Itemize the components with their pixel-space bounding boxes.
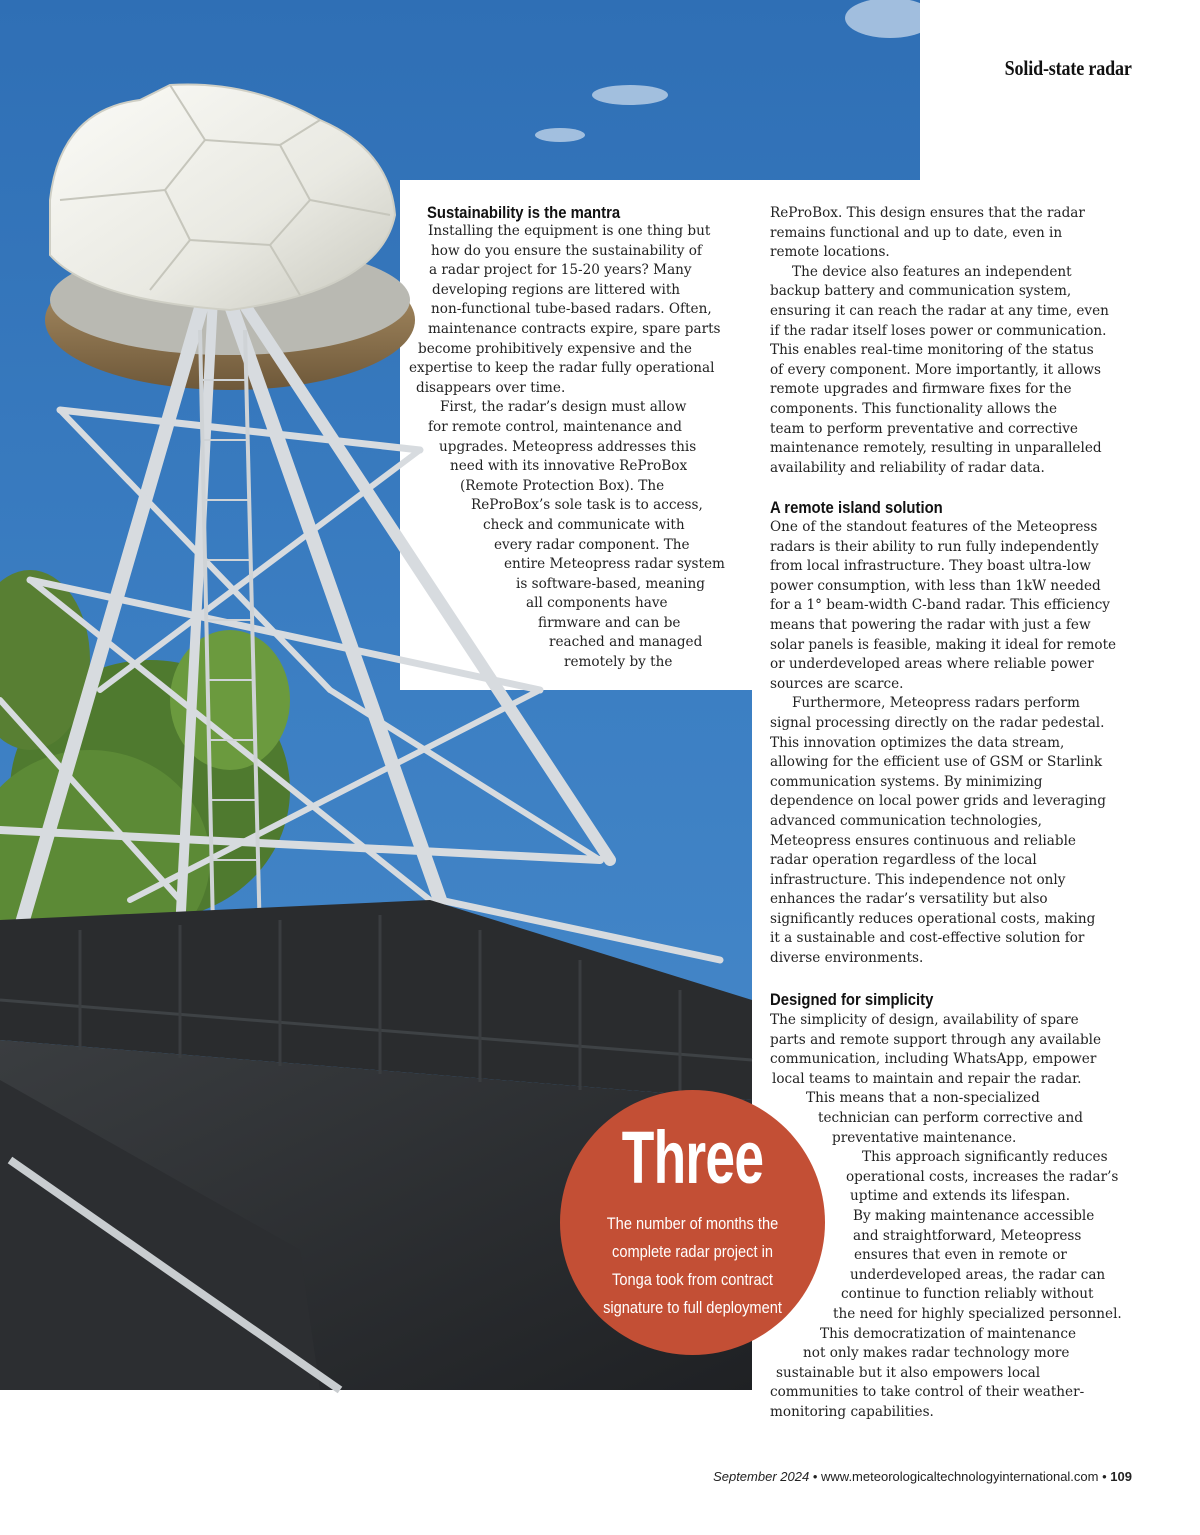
text-line: reached and managed: [549, 634, 703, 651]
text-line: remote upgrades and firmware fixes for the: [770, 381, 1072, 398]
text-line: (Remote Protection Box). The: [460, 477, 665, 494]
heading-simplicity: Designed for simplicity: [770, 991, 934, 1009]
footer-separator: •: [812, 1469, 818, 1484]
caption-line: The number of months the: [606, 1214, 779, 1233]
text-line: continue to function reliably without: [841, 1286, 1094, 1303]
text-line: communication systems. By minimizing: [770, 773, 1043, 790]
text-line: and straightforward, Meteopress: [853, 1227, 1082, 1244]
text-line: check and communicate with: [483, 516, 685, 533]
text-line: a radar project for 15-20 years? Many: [429, 262, 692, 279]
text-line: This approach significantly reduces: [862, 1149, 1108, 1166]
text-line: every radar component. The: [494, 536, 690, 553]
text-line: enhances the radar’s versatility but also: [770, 891, 1048, 908]
text-line: sources are scarce.: [770, 675, 904, 692]
text-line: become prohibitively expensive and the: [418, 340, 692, 357]
text-line: for remote control, maintenance and: [428, 418, 682, 435]
text-line: or underdeveloped areas where reliable power: [770, 656, 1094, 673]
text-line: if the radar itself loses power or communication.: [770, 322, 1107, 339]
text-line: entire Meteopress radar system: [504, 556, 725, 573]
text-line: The device also features an independent: [792, 263, 1072, 280]
text-line: The simplicity of design, availability of spare: [770, 1012, 1079, 1028]
text-line: infrastructure. This independence not only: [770, 871, 1066, 888]
section1-body: [0, 222, 725, 673]
text-line: firmware and can be: [538, 614, 681, 631]
text-line: significantly reduces operational costs, making: [770, 910, 1096, 927]
text-line: This innovation optimizes the data stream,: [770, 734, 1065, 751]
text-line: communities to take control of their weather-: [770, 1384, 1085, 1401]
text-line: remotely by the: [564, 654, 673, 671]
text-line: it a sustainable and cost-effective solution for: [770, 930, 1085, 947]
text-line: Meteopress ensures continuous and reliable: [770, 832, 1076, 849]
text-line: components. This functionality allows the: [770, 400, 1058, 417]
text-line: is software-based, meaning: [516, 575, 705, 592]
caption-line: complete radar project in: [612, 1242, 773, 1261]
text-line: dependence on local power grids and leveraging: [770, 793, 1106, 810]
text-line: ReProBox. This design ensures that the radar: [770, 205, 1085, 221]
text-line: solar panels is feasible, making it ideal for remote: [770, 636, 1117, 653]
text-line: of every component. More importantly, it allows: [770, 361, 1102, 378]
text-line: upgrades. Meteopress addresses this: [439, 438, 697, 455]
text-line: radar operation regardless of the local: [770, 852, 1037, 869]
text-line: ensures that even in remote or: [854, 1247, 1067, 1264]
text-line: diverse environments.: [770, 950, 924, 967]
text-line: not only makes radar technology more: [803, 1345, 1070, 1362]
text-line: maintenance remotely, resulting in unparalleled: [770, 440, 1102, 457]
text-line: technician can perform corrective and: [818, 1109, 1083, 1126]
text-line: how do you ensure the sustainability of: [431, 242, 702, 259]
text-line: This enables real-time monitoring of the status: [770, 342, 1094, 359]
caption-line: signature to full deployment: [603, 1298, 782, 1317]
text-line: disappears over time.: [416, 379, 566, 396]
text-line: local teams to maintain and repair the radar.: [772, 1070, 1082, 1087]
text-line: Furthermore, Meteopress radars perform: [792, 695, 1080, 712]
text-line: team to perform preventative and corrective: [770, 420, 1078, 437]
text-line: uptime and extends its lifespan.: [850, 1188, 1071, 1205]
section-tag: Solid-state radar: [1005, 56, 1132, 80]
text-line: expertise to keep the radar fully operational: [409, 360, 715, 377]
pull-quote-circle: [560, 1090, 825, 1355]
text-line: underdeveloped areas, the radar can: [850, 1266, 1106, 1283]
text-line: communication, including WhatsApp, empower: [770, 1051, 1097, 1068]
text-line: remote locations.: [770, 244, 890, 261]
text-line: the need for highly specialized personnel.: [833, 1305, 1122, 1322]
text-line: advanced communication technologies,: [770, 812, 1042, 829]
text-line: allowing for the efficient use of GSM or Starlink: [770, 754, 1103, 771]
text-line: This means that a non-specialized: [806, 1090, 1040, 1107]
text-line: power consumption, with less than 1kW needed: [770, 577, 1101, 594]
text-line: parts and remote support through any available: [770, 1031, 1102, 1048]
text-line: monitoring capabilities.: [770, 1403, 934, 1420]
pull-quote-number: Three: [621, 1116, 764, 1199]
text-line: sustainable but it also empowers local: [776, 1364, 1041, 1381]
page-footer: [713, 1469, 1132, 1484]
text-line: This democratization of maintenance: [820, 1325, 1077, 1342]
text-line: One of the standout features of the Meteopress: [770, 519, 1098, 535]
text-line: remains functional and up to date, even in: [770, 224, 1063, 241]
text-line: By making maintenance accessible: [853, 1207, 1095, 1224]
heading-remote-island: A remote island solution: [770, 499, 943, 517]
text-line: preventative maintenance.: [832, 1129, 1017, 1146]
text-line: Installing the equipment is one thing but: [428, 223, 711, 239]
text-line: backup battery and communication system,: [770, 283, 1072, 300]
footer-separator: •: [1102, 1469, 1107, 1484]
continuation-body: [770, 204, 1109, 478]
text-line: First, the radar’s design must allow: [440, 399, 687, 416]
text-line: means that powering the radar with just a few: [770, 616, 1091, 633]
text-line: from local infrastructure. They boast ultra-low: [770, 558, 1091, 575]
heading-sustainability: Sustainability is the mantra: [427, 204, 621, 222]
caption-line: Tonga took from contract: [612, 1270, 773, 1289]
text-line: need with its innovative ReProBox: [450, 458, 688, 475]
text-line: operational costs, increases the radar’s: [846, 1168, 1119, 1185]
text-line: ensuring it can reach the radar at any time, even: [770, 302, 1109, 319]
text-line: all components have: [526, 595, 668, 612]
text-line: radars is their ability to run fully independently: [770, 538, 1099, 555]
text-line: availability and reliability of radar data.: [770, 459, 1045, 476]
pull-quote-caption: [596, 1210, 790, 1322]
text-line: ReProBox’s sole task is to access,: [471, 497, 703, 514]
page-number: 109: [1110, 1469, 1132, 1484]
issue-date: September 2024: [713, 1469, 810, 1484]
text-line: maintenance contracts expire, spare parts: [428, 320, 721, 337]
text-line: non-functional tube-based radars. Often,: [431, 301, 712, 318]
text-line: developing regions are littered with: [432, 281, 681, 298]
text-line: signal processing directly on the radar pedestal.: [770, 714, 1105, 731]
website-url: www.meteorologicaltechnologyinternational.com: [821, 1469, 1099, 1484]
section2-body: [770, 518, 1116, 969]
text-line: for a 1° beam-width C-band radar. This efficiency: [770, 597, 1110, 614]
